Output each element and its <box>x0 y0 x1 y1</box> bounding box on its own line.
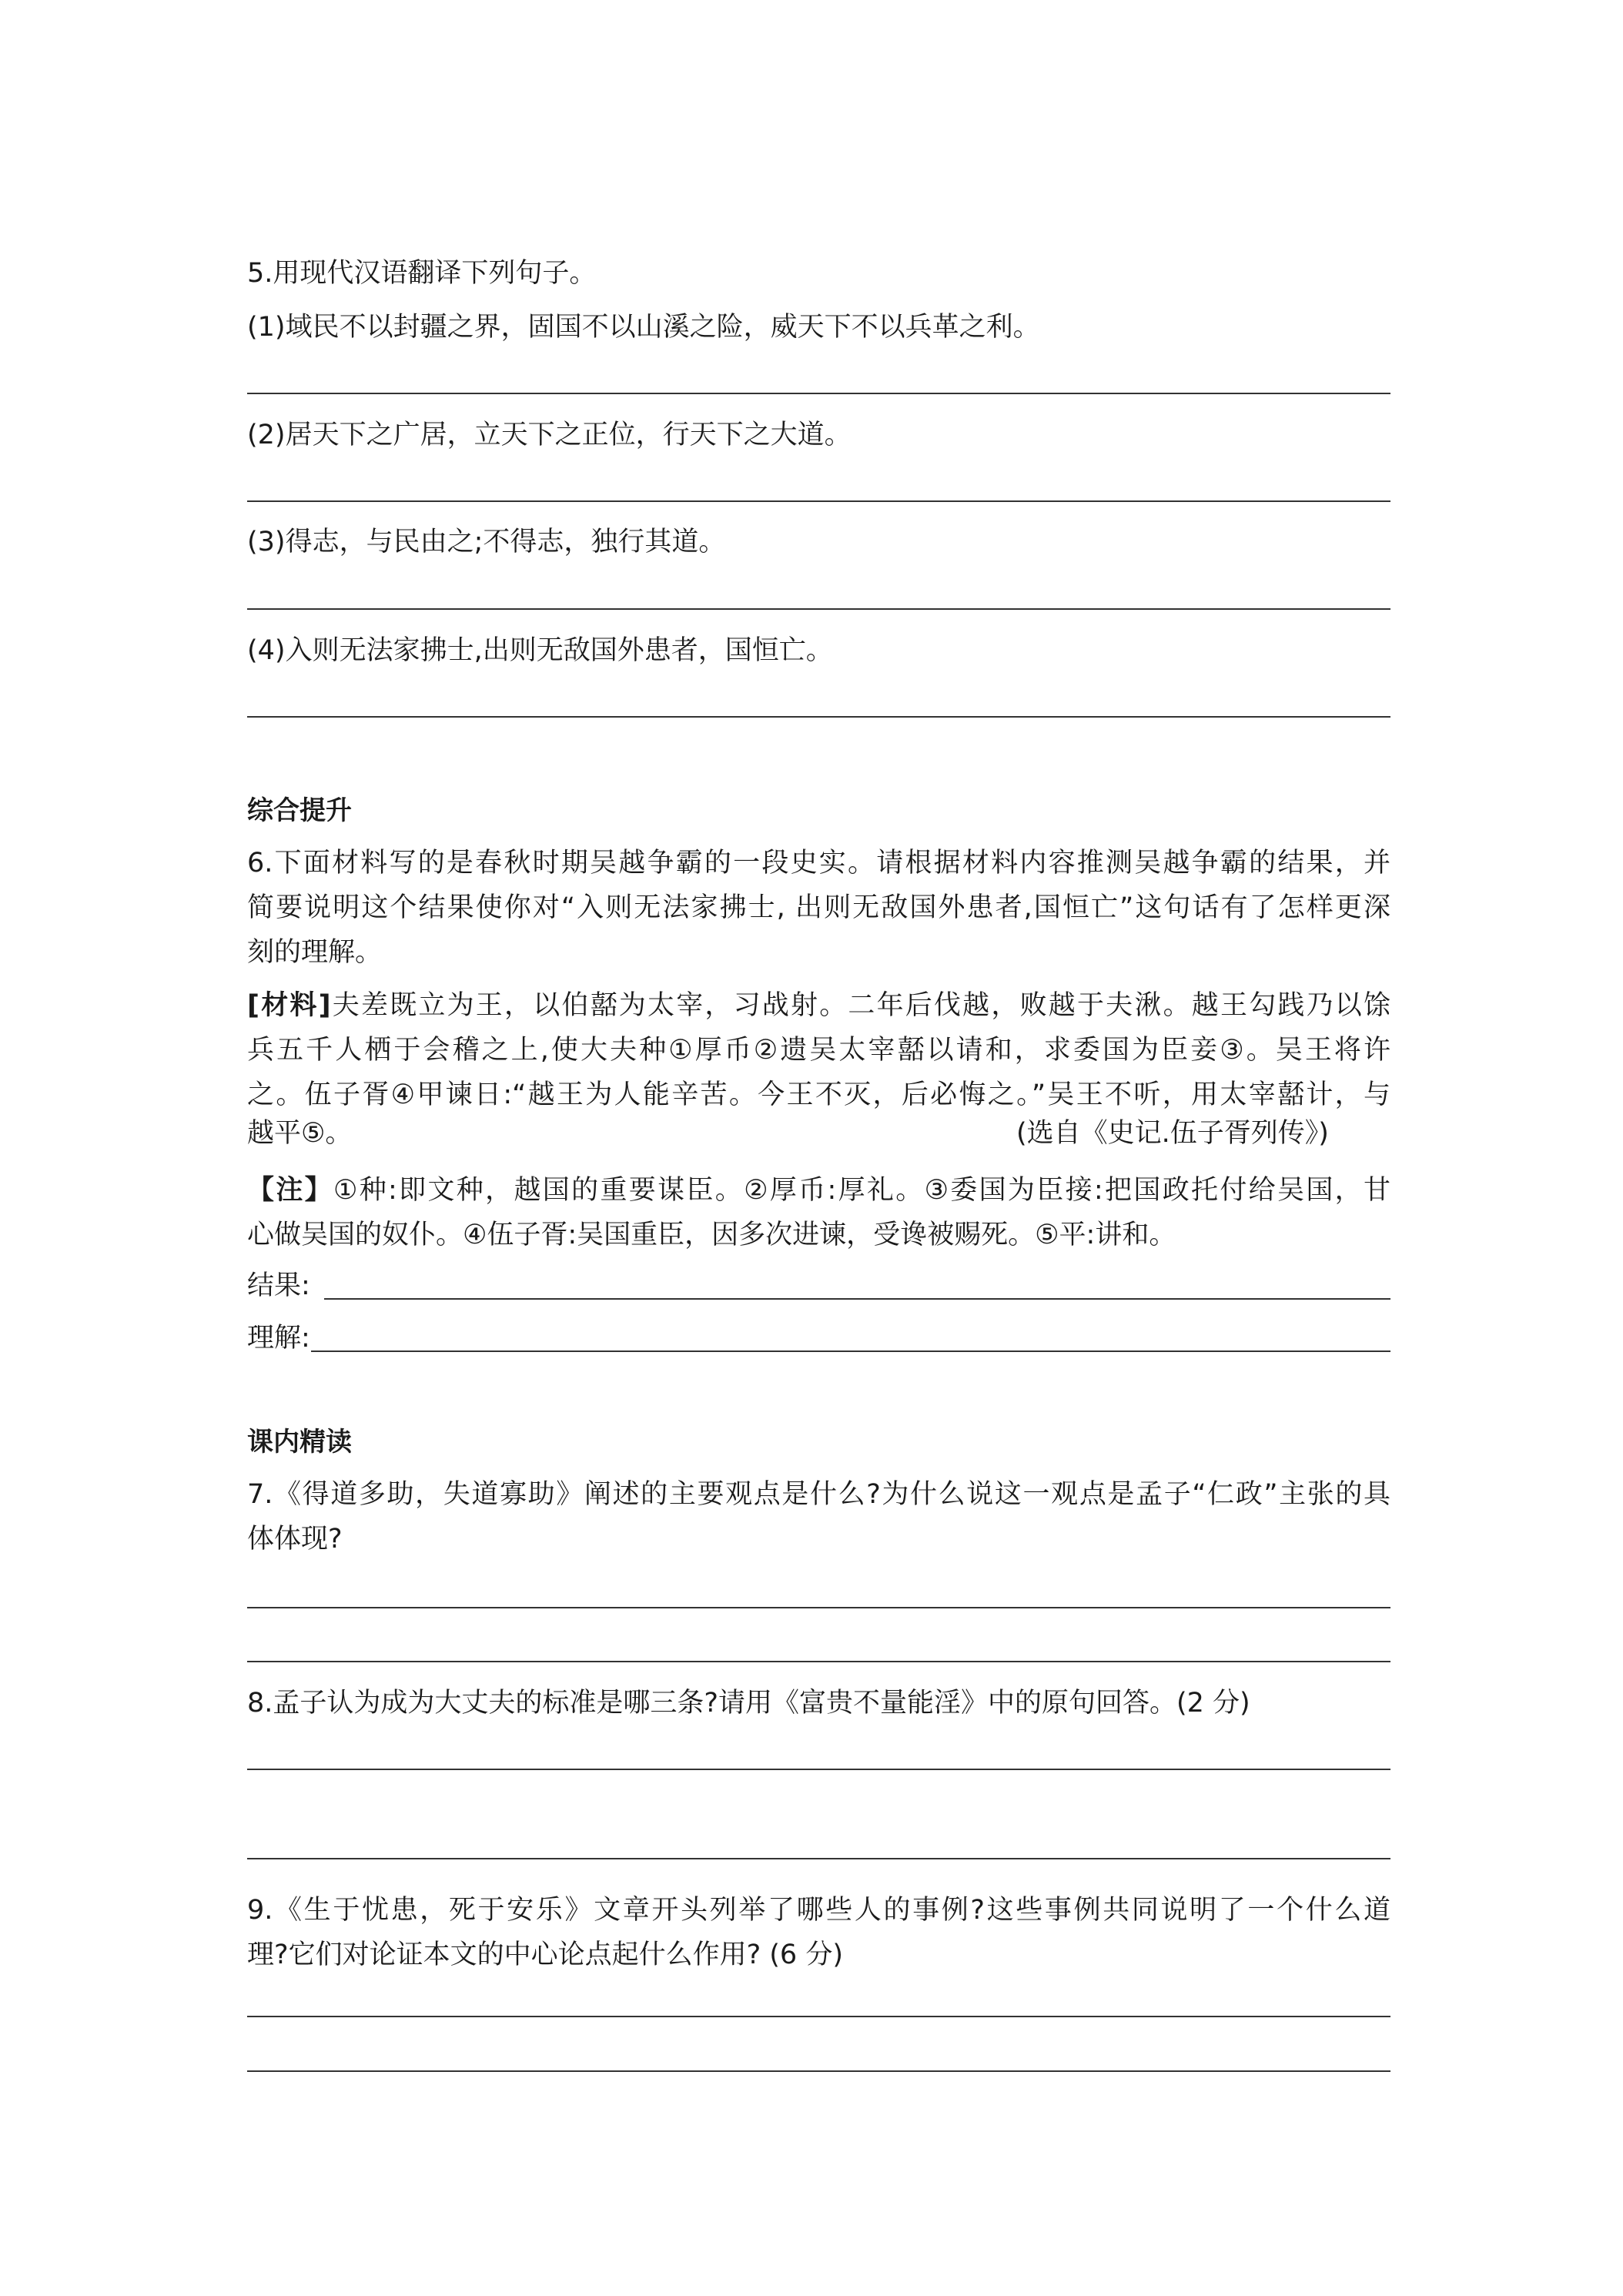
answer-line[interactable] <box>247 1661 1390 1662</box>
question-6-line-2: 简要说明这个结果使你对“入则无法家拂士, 出则无敌国外患者,国恒亡”这句话有了怎样更深 <box>247 892 1390 923</box>
question-5-item-4: (4)入则无法家拂士,出则无敌国外患者，国恒亡。 <box>247 635 833 666</box>
question-6-line-1: 6.下面材料写的是春秋时期吴越争霸的一段史实。请根据材料内容推测吴越争霸的结果，并 <box>247 848 1390 879</box>
result-label: 结果: <box>247 1270 310 1301</box>
material-line-3: 之。伍子胥④甲谏日:“越王为人能辛苦。今王不灭，后必悔之。”吴王不听，用太宰嚭计，与 <box>247 1079 1390 1110</box>
note-line-1: 【注】①种:即文种，越国的重要谋臣。②厚币:厚礼。③委国为臣接:把国政托付给吴国，甘 <box>247 1175 1390 1206</box>
material-line-2: 兵五千人栖于会稽之上,使大夫种①厚币②遗吴太宰嚭以请和，求委国为臣妾③。吴王将许 <box>247 1035 1390 1066</box>
result-answer-line[interactable] <box>324 1298 1390 1300</box>
material-tag: [材料] <box>247 990 331 1021</box>
question-7-line-2: 体体现? <box>247 1524 343 1555</box>
material-line-4: 越平⑤。 <box>247 1118 353 1149</box>
question-5-item-1: (1)域民不以封疆之界，固国不以山溪之险，威天下不以兵革之利。 <box>247 312 1040 343</box>
understanding-answer-line[interactable] <box>311 1350 1390 1352</box>
question-9-line-2: 理?它们对论证本文的中心论点起什么作用? (6 分) <box>247 1940 843 1970</box>
material-block <box>247 983 1390 1117</box>
answer-line[interactable] <box>247 1769 1390 1770</box>
answer-line[interactable] <box>247 2070 1390 2072</box>
question-8: 8.孟子认为成为大丈夫的标准是哪三条?请用《富贵不量能淫》中的原句回答。(2 分) <box>247 1688 1250 1719</box>
answer-line[interactable] <box>247 1858 1390 1859</box>
question-5-title: 5.用现代汉语翻译下列句子。 <box>247 258 597 289</box>
answer-line[interactable] <box>247 1607 1390 1608</box>
material-line-1: [材料]夫差既立为王，以伯嚭为太宰，习战射。二年后伐越，败越于夫湫。越王勾践乃以馀 <box>247 990 1390 1021</box>
note-block <box>247 1168 1390 1213</box>
question-9-line-1: 9.《生于忧患，死于安乐》文章开头列举了哪些人的事例?这些事例共同说明了一个什么道 <box>247 1895 1390 1926</box>
material-source: (选自《史记.伍子胥列传》) <box>1016 1118 1329 1149</box>
section-heading-comprehensive: 综合提升 <box>247 795 352 826</box>
section-heading-intensive: 课内精读 <box>247 1427 352 1458</box>
question-5-item-2: (2)居天下之广居，立天下之正位，行天下之大道。 <box>247 420 852 450</box>
answer-line[interactable] <box>247 500 1390 502</box>
question-7-line-1: 7.《得道多助，失道寡助》阐述的主要观点是什么?为什么说这一观点是孟子“仁政”主张的具 <box>247 1479 1390 1510</box>
note-tag: 【注】 <box>247 1175 333 1206</box>
question-6-prompt <box>247 841 1390 930</box>
answer-line[interactable] <box>247 2016 1390 2017</box>
note-line-2: 心做吴国的奴仆。④伍子胥:吴国重臣，因多次进谏，受谗被赐死。⑤平:讲和。 <box>247 1220 1176 1250</box>
question-6-line-3: 刻的理解。 <box>247 937 383 968</box>
answer-line[interactable] <box>247 393 1390 394</box>
understanding-label: 理解: <box>247 1323 310 1354</box>
question-5-item-3: (3)得志，与民由之;不得志，独行其道。 <box>247 527 726 557</box>
answer-line[interactable] <box>247 716 1390 718</box>
answer-line[interactable] <box>247 608 1390 610</box>
